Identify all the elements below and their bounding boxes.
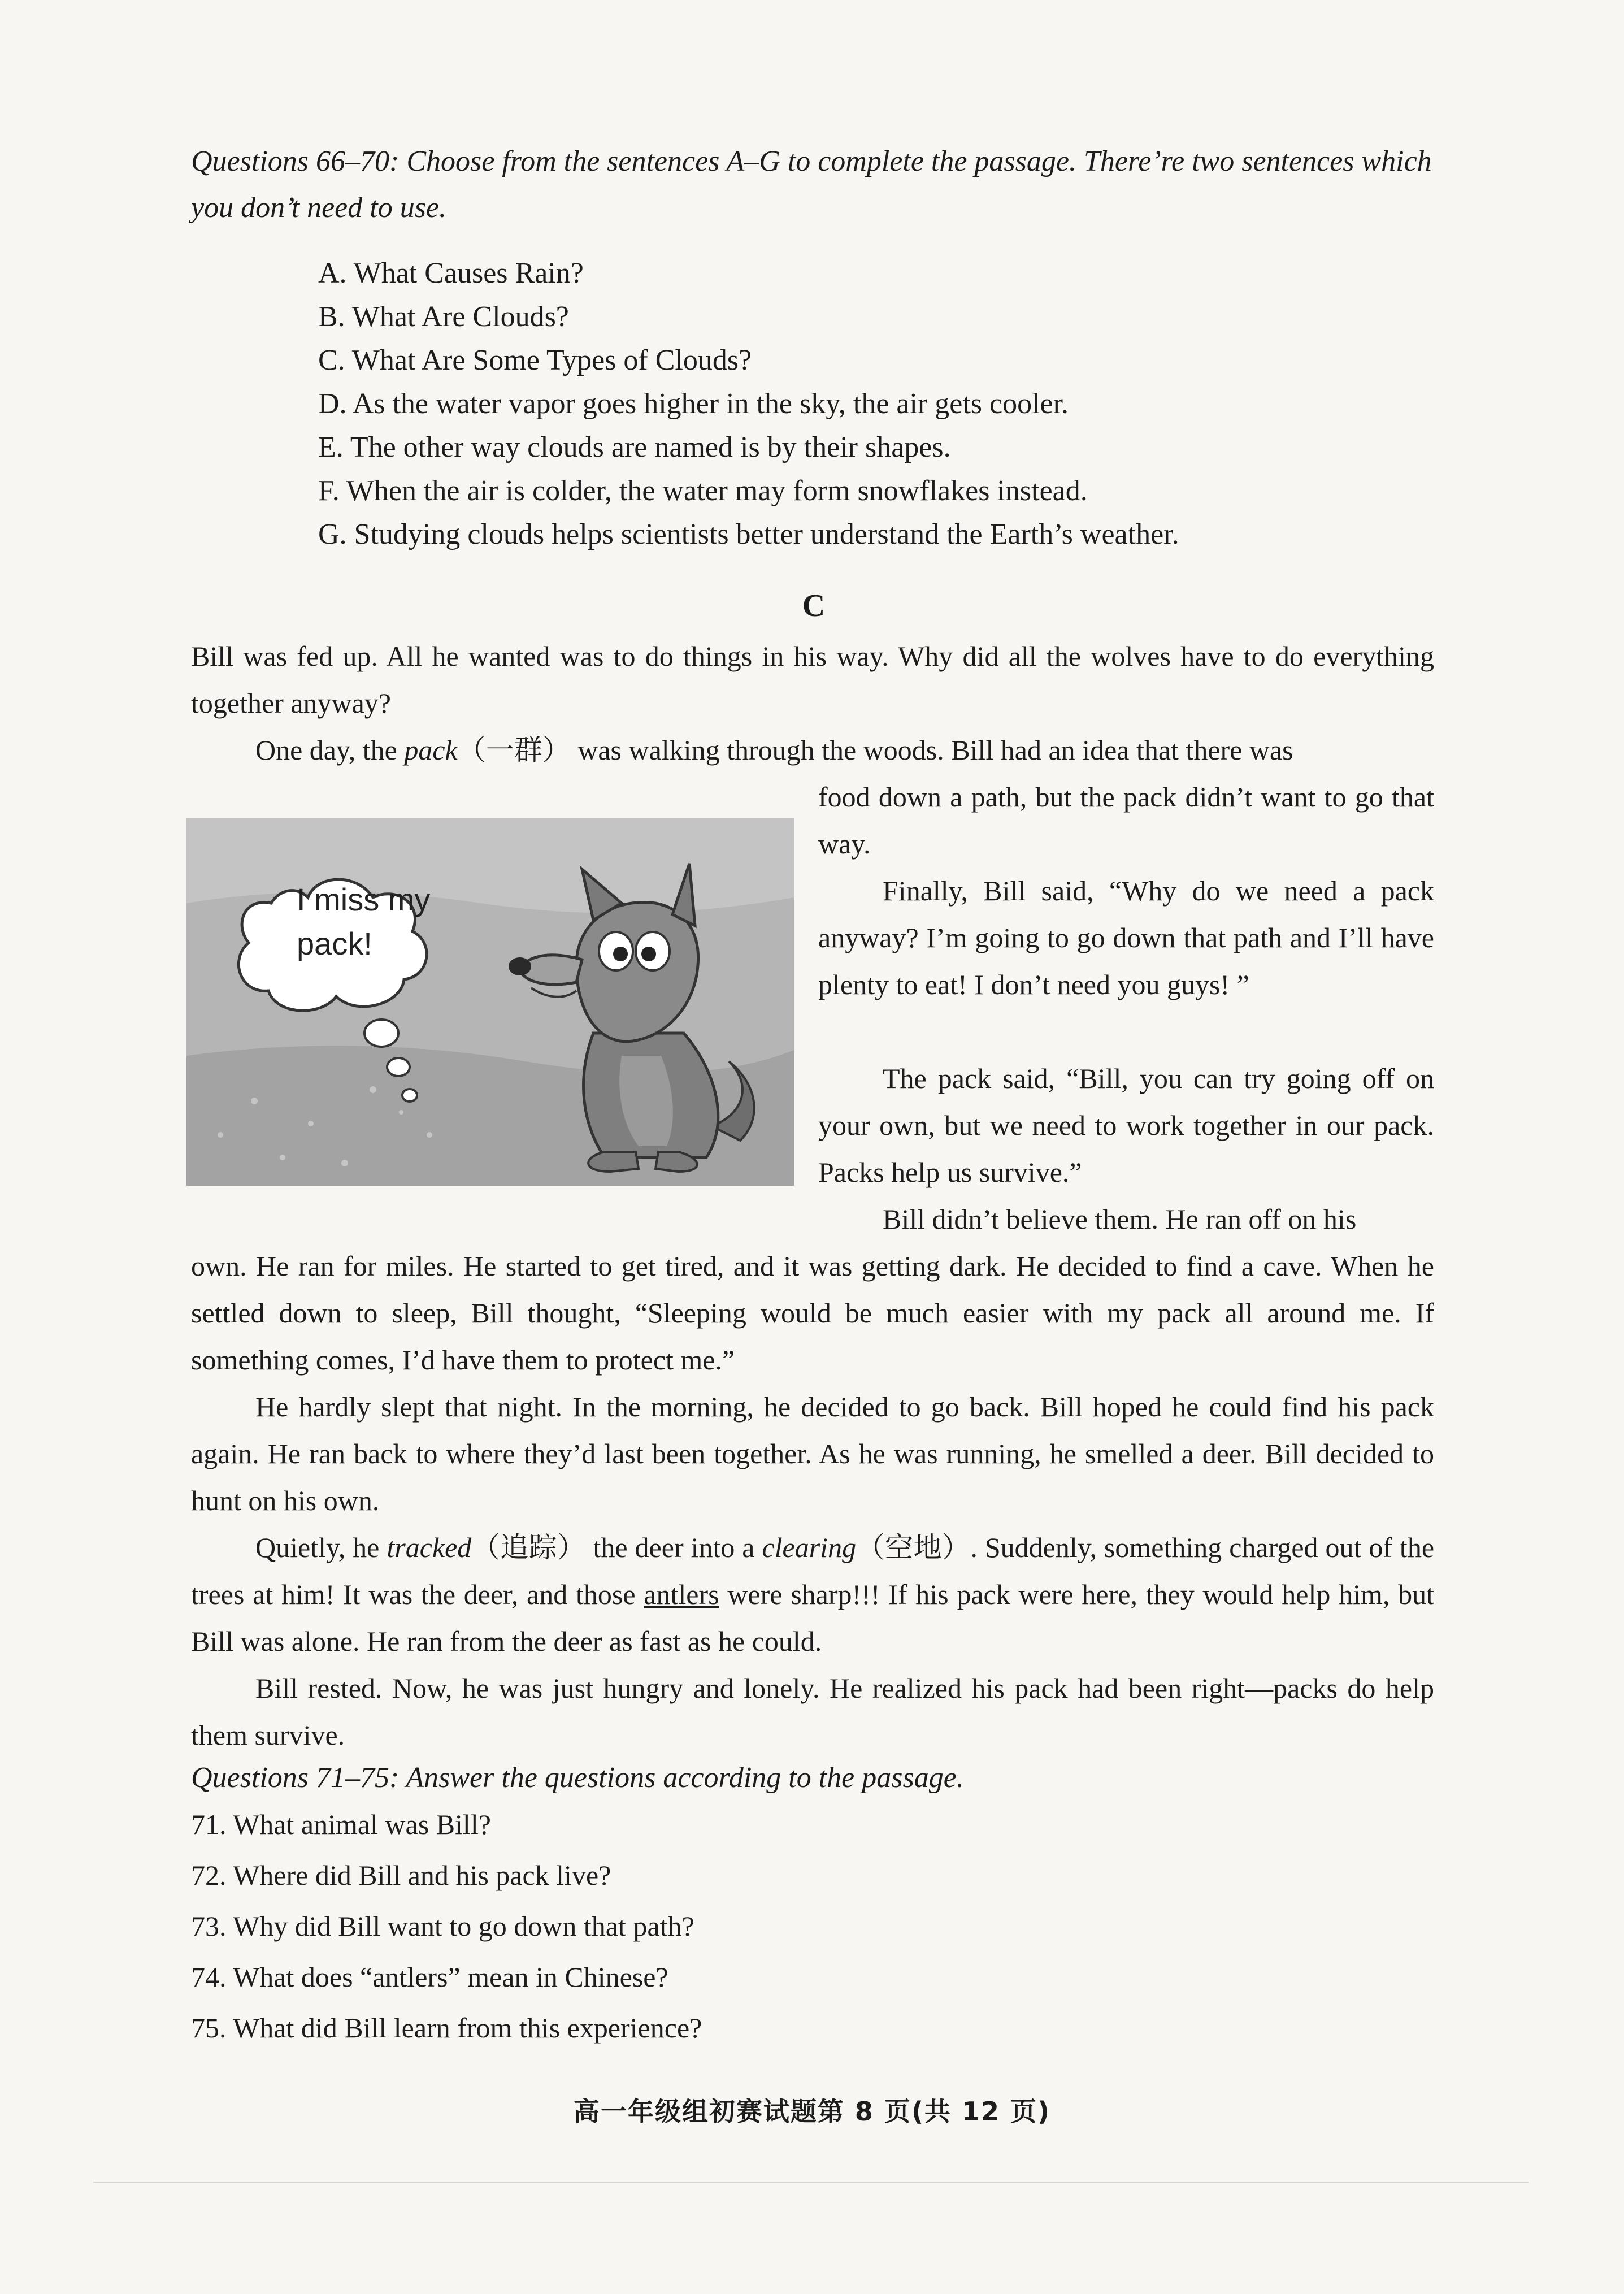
question-72: 72. Where did Bill and his pack live?	[191, 1859, 611, 1891]
paragraph-8: Bill rested. Now, he was just hungry and lonely. He realized his pack had been right—packs do help them survive.	[191, 1672, 1434, 1751]
question-74: 74. What does “antlers” mean in Chinese?	[191, 1961, 668, 1993]
option-g: G. Studying clouds helps scientists better understand the Earth’s weather.	[318, 518, 1179, 550]
option-e: E. The other way clouds are named is by their shapes.	[318, 431, 951, 463]
option-a: A. What Causes Rain?	[318, 257, 584, 289]
paragraph-1: Bill was fed up. All he wanted was to do things in his way. Why did all the wolves have to do everything together anyway?	[191, 640, 1434, 719]
wolf-illustration	[186, 818, 794, 1186]
page-footer: 高一年级组初赛试题第 8 页(共 12 页)	[573, 2096, 1051, 2127]
paragraph-2-continued: food down a path, but the pack didn’t want to go that way.	[818, 781, 1434, 860]
paragraph-4: The pack said, “Bill, you can try going off on your own, but we need to work together in our pack. Packs help us survive.”	[818, 1063, 1434, 1188]
instructions-66-70: Questions 66–70: Choose from the sentences A–G to complete the passage. There’re two sentences which you don’t need to use.	[191, 145, 1432, 224]
paragraph-7: Quietly, he tracked（追踪） the deer into a clearing（空地）. Suddenly, something charged out of the trees at him! It was the deer, and those antlers were sharp!!! If his pack were here, they would help him, but Bill was alone. He ran from the deer as fast as he could.	[191, 1532, 1435, 1657]
word-clearing: clearing	[762, 1532, 857, 1563]
paragraph-3: Finally, Bill said, “Why do we need a pack anyway? I’m going to go down that path and I’ll have plenty to eat! I don’t need you guys! ”	[818, 875, 1434, 1000]
wolf-drawing	[186, 818, 794, 1186]
gloss-clearing: （空地）	[856, 1532, 971, 1563]
word-antlers: antlers	[644, 1579, 719, 1610]
option-b: B. What Are Clouds?	[318, 301, 569, 333]
option-f: F. When the air is colder, the water may form snowflakes instead.	[318, 475, 1088, 507]
paragraph-5-start: Bill didn’t believe them. He ran off on his	[883, 1203, 1357, 1235]
word-tracked: tracked	[387, 1532, 472, 1563]
paragraph-6: He hardly slept that night. In the morning, he decided to go back. Bill hoped he could find his pack again. He ran back to where they’d last been together. As he was running, he smelled a deer. Bill decided to hunt on his own.	[191, 1391, 1434, 1516]
options-list	[318, 251, 1448, 556]
gloss-tracked: （追踪）	[471, 1532, 586, 1563]
word-pack: pack	[404, 734, 458, 766]
question-75: 75. What did Bill learn from this experience?	[191, 2012, 702, 2044]
paragraph-5-rest: own. He ran for miles. He started to get tired, and it was getting dark. He decided to find a cave. When he settled down to sleep, Bill thought, “Sleeping would be much easier with my pack all around me. If something comes, I’d have them to protect me.”	[191, 1250, 1434, 1376]
option-c: C. What Are Some Types of Clouds?	[318, 344, 752, 376]
gloss-pack: （一群）	[457, 734, 571, 766]
instructions-71-75: Questions 71–75: Answer the questions according to the passage.	[191, 1762, 964, 1794]
thought-bubble-text: I miss my pack!	[297, 882, 431, 961]
paragraph-2-line: One day, the pack（一群） was walking through the woods. Bill had an idea that there was	[255, 734, 1293, 766]
bottom-divider	[93, 2182, 1529, 2183]
question-73: 73. Why did Bill want to go down that path?	[191, 1910, 694, 1942]
option-d: D. As the water vapor goes higher in the sky, the air gets cooler.	[318, 388, 1069, 420]
section-heading: C	[802, 588, 826, 623]
question-71: 71. What animal was Bill?	[191, 1809, 491, 1840]
